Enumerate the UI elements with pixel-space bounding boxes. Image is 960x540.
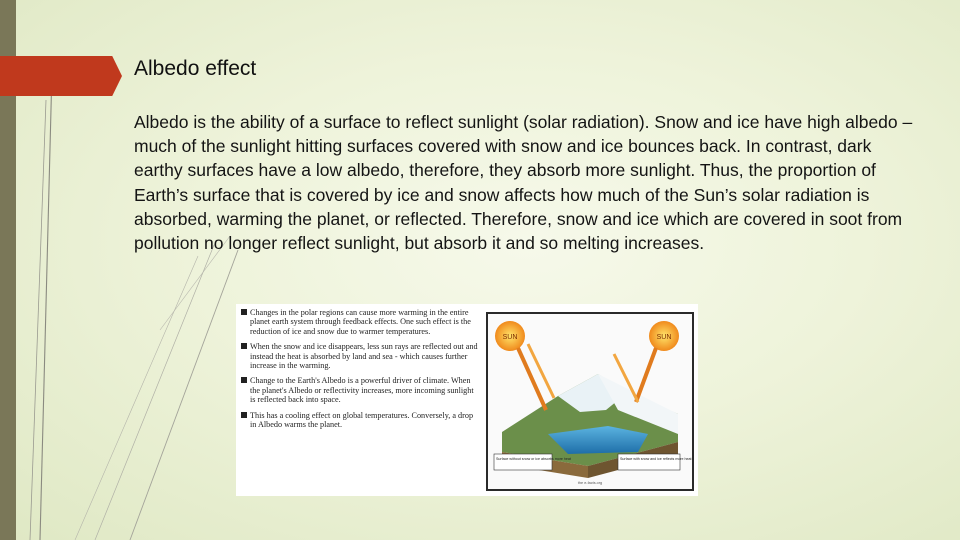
checkbox-bullet-icon — [241, 412, 247, 418]
checkbox-bullet-icon — [241, 377, 247, 383]
title-accent-ribbon — [0, 56, 122, 96]
slide-title: Albedo effect — [134, 57, 257, 80]
incoming-ray-arrow — [518, 348, 546, 410]
figure-bullet — [241, 376, 481, 404]
checkbox-bullet-icon — [241, 309, 247, 315]
incoming-ray-arrow — [636, 348, 656, 402]
svg-text:SUN: SUN — [502, 334, 518, 341]
checkbox-bullet-icon — [241, 343, 247, 349]
figure-bullet — [241, 411, 481, 430]
diagram-credit: the e-facts.org — [577, 481, 603, 485]
albedo-diagram — [486, 312, 694, 491]
figure-bullet-text: This has a cooling effect on global temperatures. Conversely, a drop in Albedo warms the planet. — [250, 410, 474, 430]
svg-text:SUN: SUN — [656, 334, 672, 341]
sun-icon — [649, 321, 679, 351]
figure-bullet-list — [241, 308, 481, 435]
caption-left: Surface without snow or ice absorbs more heat — [496, 457, 571, 461]
figure-bullet-text: Changes in the polar regions can cause more warming in the entire planet earth system through feedback effects. One such effect is the reduction of ice and snow due to warmer temperatures. — [250, 308, 471, 336]
incoming-ray-arrow — [528, 344, 554, 398]
figure-bullet — [241, 308, 481, 336]
figure-bullet-text: Change to the Earth's Albedo is a powerful driver of climate. When the planet's Albedo or reflectivity increases, more incoming sunlight is reflected back into space. — [250, 376, 474, 405]
slide-body-text: Albedo is the ability of a surface to reflect sunlight (solar radiation). Snow and ice have high albedo – much of the sunlight hitting surfaces covered with snow and ice bounces back. In contrast, dark earthy surfaces have a low albedo, therefore, they absorb more sunlight. Thus, the proportion of Earth’s surface that is covered by ice and snow affects how much of the Sun’s solar radiation is absorbed, warming the planet, or reflected. Therefore, snow and ice which are covered in soot from pollution no longer reflect sunlight, but absorb it and so melting increases. — [134, 112, 913, 254]
figure-bullet-text: When the snow and ice disappears, less sun rays are reflected out and instead the heat is absorbed by land and sea - which causes further increase in the warming. — [250, 342, 478, 371]
caption-right: Surface with snow and ice reflects more heat — [620, 457, 692, 461]
albedo-figure — [236, 304, 698, 496]
sun-icon — [495, 321, 525, 351]
figure-bullet — [241, 342, 481, 370]
